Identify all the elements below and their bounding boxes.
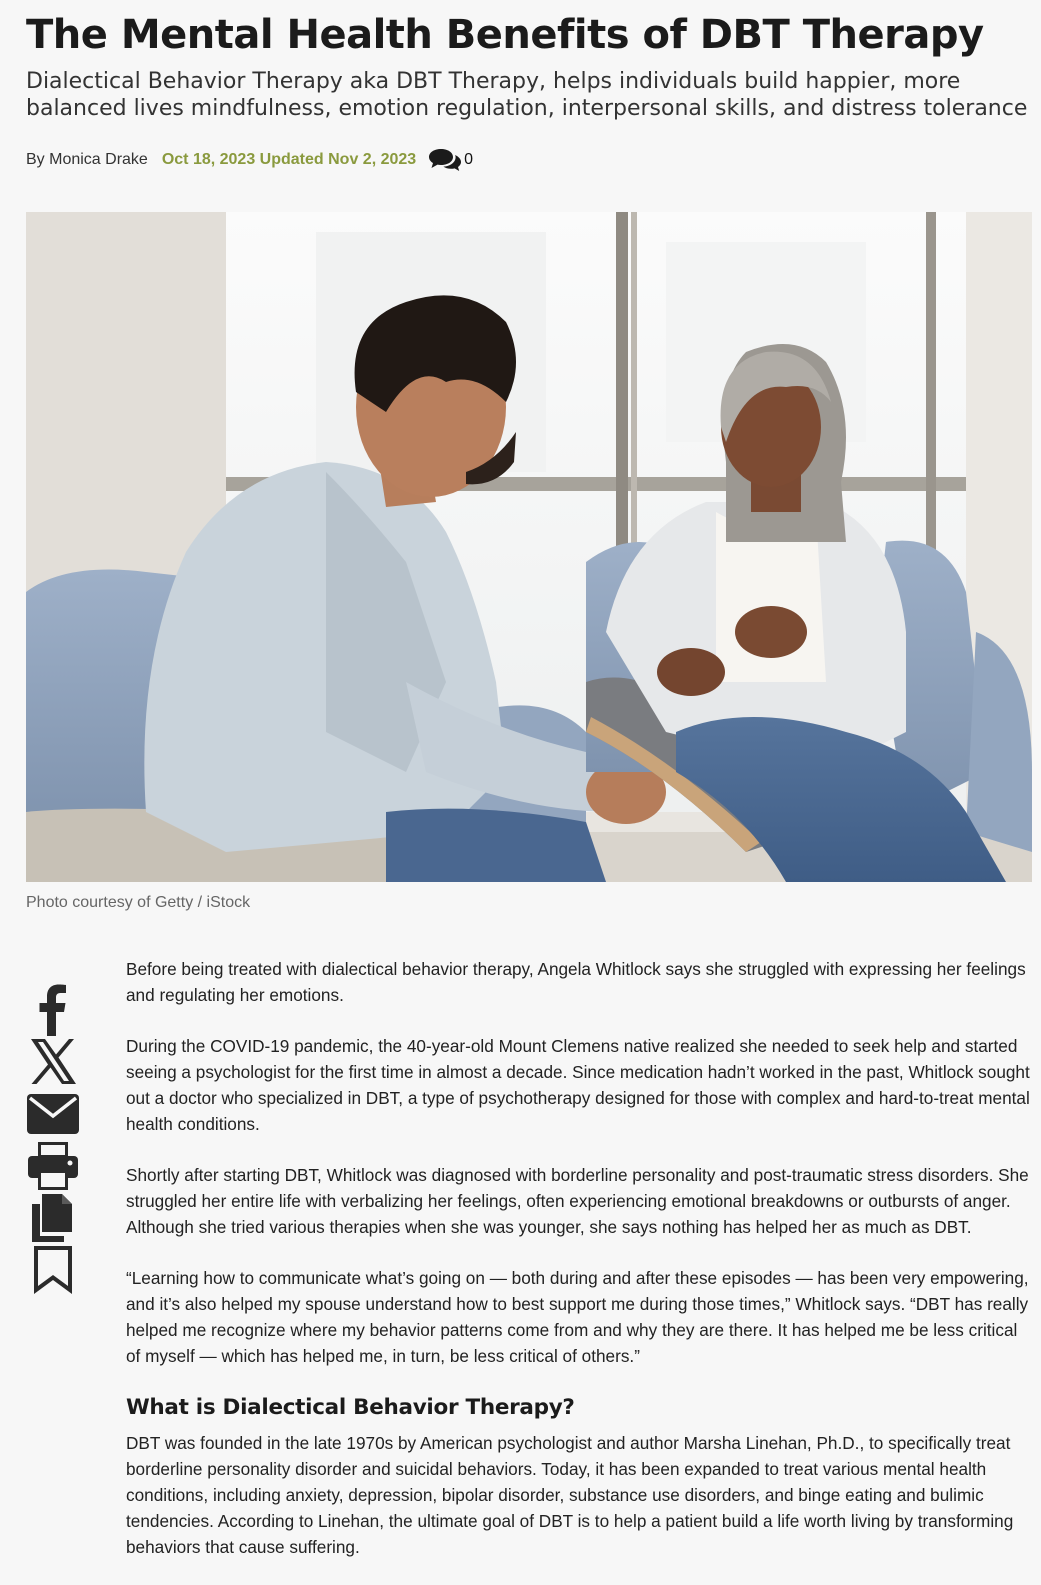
- hero-photo: [26, 212, 1032, 882]
- facebook-icon[interactable]: [26, 984, 80, 1036]
- comment-count: 0: [464, 151, 474, 168]
- print-icon[interactable]: [26, 1140, 80, 1192]
- article-paragraph: Shortly after starting DBT, Whitlock was diagnosed with borderline personality and post-traumatic stress disorders. She struggled her entire life with verbalizing her feelings, often experiencing emotional breakdowns or outbursts of anger. Although she tried various therapies when she was younger, she says nothing has helped her as much as DBT.: [126, 1165, 1029, 1237]
- copy-icon[interactable]: [26, 1192, 80, 1244]
- comments-icon: [428, 147, 462, 173]
- email-icon[interactable]: [26, 1088, 80, 1140]
- article-paragraph: “Learning how to communicate what’s going on — both during and after these episodes — has been very empowering, and it’s also helped my spouse understand how to best support me during those times,” Whitlock says. “DBT has really helped me recognize where my behavior patterns come from and why they are there. It has helped me be less critical of myself — which has helped me, in turn, be less critical of others.”: [126, 1268, 1029, 1366]
- article-paragraph: During the COVID-19 pandemic, the 40-year-old Mount Clemens native realized she needed to seek help and started seeing a psychologist for the first time in almost a decade. Since medication hadn’t worked in the past, Whitlock sought out a doctor who specialized in DBT, a type of psychotherapy designed for those with complex and hard-to-treat mental health conditions.: [126, 1036, 1030, 1134]
- article-paragraph: DBT was founded in the late 1970s by American psychologist and author Marsha Linehan, Ph.D., to specifically treat borderline personality disorder and suicidal behaviors. Today, it has been expanded to treat various mental health conditions, including anxiety, depression, bipolar disorder, substance use disorders, and binge eating and bulimic tendencies. According to Linehan, the ultimate goal of DBT is to help a patient build a life worth living by transforming behaviors that cause suffering.: [126, 1433, 1014, 1557]
- article-paragraph: Before being treated with dialectical behavior therapy, Angela Whitlock says she struggled with expressing her feelings and regulating her emotions.: [126, 959, 1026, 1005]
- section-heading: What is Dialectical Behavior Therapy?: [126, 1395, 575, 1420]
- byline: [26, 147, 473, 173]
- photo-caption: Photo courtesy of Getty / iStock: [26, 894, 251, 911]
- share-toolbar: [26, 984, 80, 1296]
- x-icon[interactable]: [26, 1036, 80, 1088]
- bookmark-icon[interactable]: [26, 1244, 80, 1296]
- article-body: [126, 956, 1031, 1585]
- therapy-session-photo: [26, 212, 1032, 882]
- publish-dates: Oct 18, 2023 Updated Nov 2, 2023: [161, 151, 417, 168]
- article-headline: The Mental Health Benefits of DBT Therapy: [26, 12, 984, 58]
- author-name[interactable]: By Monica Drake: [26, 151, 148, 168]
- article-subheadline: Dialectical Behavior Therapy aka DBT Therapy, helps individuals build happier, more balanced lives mindfulness, emotion regulation, interpersonal skills, and distress tolerance: [26, 69, 1028, 121]
- comments-link[interactable]: [428, 147, 473, 173]
